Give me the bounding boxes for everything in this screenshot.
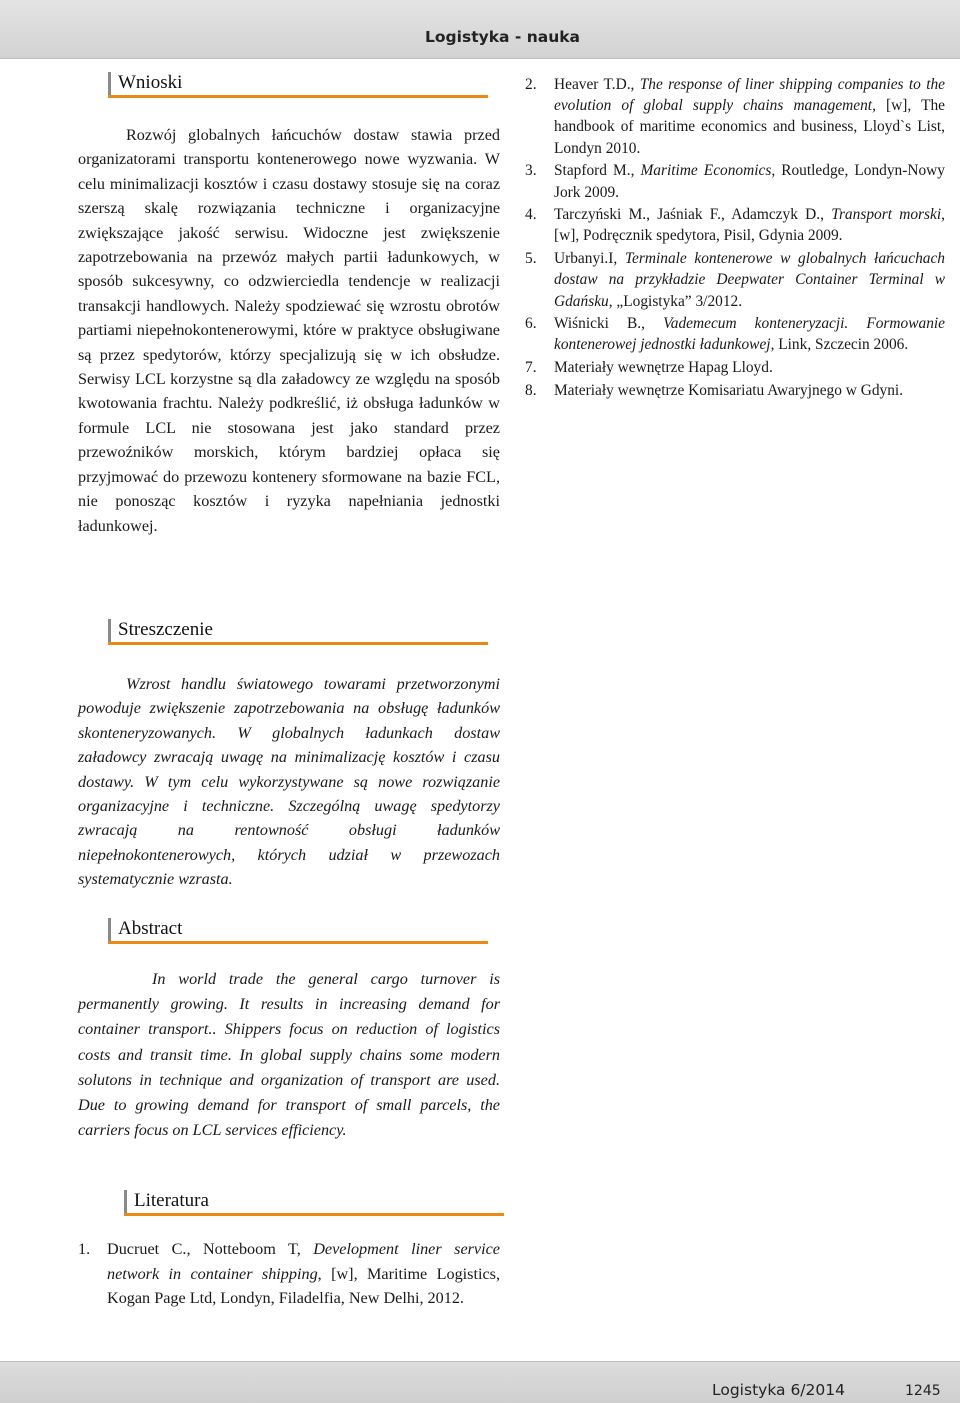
reference-authors: Materiały wewnętrze Hapag Lloyd. bbox=[554, 359, 773, 377]
reference-number: 5. bbox=[525, 250, 537, 268]
abstract-heading-block bbox=[108, 918, 488, 944]
reference-authors: Heaver T.D., bbox=[554, 76, 640, 93]
reference-list-right bbox=[525, 74, 945, 403]
reference-details: , [w], Maritime Logistics, Kogan Page Ltd, Londyn, Filadelfia, New Delhi, 2012. bbox=[107, 1264, 500, 1307]
abstract-paragraph: In world trade the general cargo turnover is permanently growing. It results in increasing demand for container transport.. Shippers focus on reduction of logistics costs and transit time. In global supply chains some modern solutons in technique and organization of transport are used. Due to growing demand for transport of small parcels, the carriers focus on LCL services efficiency. bbox=[78, 970, 500, 1140]
page-number: 1245 bbox=[905, 1383, 941, 1399]
journal-issue: Logistyka 6/2014 bbox=[712, 1381, 845, 1399]
reference-number: 7. bbox=[525, 359, 537, 377]
reference-title: Maritime Economics bbox=[640, 162, 772, 180]
reference-authors: Urbanyi.I, bbox=[554, 250, 625, 268]
reference-details: , Link, Szczecin 2006. bbox=[770, 336, 909, 354]
reference-list-left bbox=[78, 1237, 500, 1311]
reference-number: 1. bbox=[78, 1240, 91, 1258]
reference-item bbox=[525, 160, 945, 202]
abstract-heading: Abstract bbox=[118, 918, 183, 939]
reference-details: , „Logistyka” 3/2012. bbox=[608, 292, 743, 310]
reference-authors: Tarczyński M., Jaśniak F., Adamczyk D., bbox=[554, 206, 832, 224]
wnioski-heading: Wnioski bbox=[118, 72, 183, 93]
reference-title: The response of liner shipping companies to the evolution of global supply chains management, bbox=[554, 76, 945, 115]
streszczenie-heading: Streszczenie bbox=[118, 619, 213, 640]
heading-underline bbox=[108, 941, 488, 944]
reference-title: Transport morski bbox=[831, 206, 942, 224]
reference-authors: Materiały wewnętrze Komisariatu Awaryjnego w Gdyni. bbox=[554, 381, 904, 399]
reference-item bbox=[525, 74, 945, 159]
reference-item bbox=[525, 204, 945, 246]
reference-authors: Wiśnicki B., bbox=[554, 315, 664, 333]
reference-item bbox=[78, 1237, 500, 1311]
reference-details: [w], The handbook of maritime economics and business, Lloyd`s List, Londyn 2010. bbox=[554, 97, 945, 157]
reference-authors: Ducruet C., Notteboom T, bbox=[107, 1240, 314, 1258]
heading-underline bbox=[108, 95, 488, 98]
reference-item bbox=[525, 248, 945, 312]
reference-number: 8. bbox=[525, 381, 537, 399]
wnioski-heading-block bbox=[108, 72, 488, 98]
page-header bbox=[0, 0, 960, 59]
heading-underline bbox=[124, 1213, 504, 1216]
reference-number: 3. bbox=[525, 162, 537, 180]
reference-details: , Routledge, Londyn-Nowy Jork 2009. bbox=[554, 162, 945, 201]
streszczenie-paragraph: Wzrost handlu światowego towarami przetworzonymi powoduje zwiększenie zapotrzebowania na obsługę ładunków skonteneryzowanych. W globalnych ładunkach dostaw załadowcy zwracają uwagę na minimalizację kosztów i czasu dostawy. W tym celu wykorzystywane są nowe rozwiązanie organizacyjne i techniczne. Szczególną uwagę spedytorzy zwracają na rentowność obsługi ładunków niepełnokontenerowych, których udział w przewozach systematycznie wzrasta. bbox=[78, 675, 500, 889]
page-footer bbox=[0, 1361, 960, 1403]
reference-item bbox=[525, 380, 945, 401]
reference-title: Vademecum konteneryzacji. Formowanie kontenerowej jednostki ładunkowej bbox=[554, 315, 945, 354]
reference-title: Terminale kontenerowe w globalnych łańcuchach dostaw na przykładzie Deepwater Container Terminal w Gdańsku bbox=[554, 250, 945, 310]
running-header-title: Logistyka - nauka bbox=[425, 28, 580, 46]
streszczenie-heading-block bbox=[108, 619, 488, 645]
literatura-heading-block bbox=[124, 1190, 504, 1216]
reference-item bbox=[525, 313, 945, 355]
reference-number: 2. bbox=[525, 76, 537, 93]
wnioski-paragraph: Rozwój globalnych łańcuchów dostaw stawia przed organizatorami transportu kontenerowego nowe wyzwania. W celu minimalizacji kosztów i czasu dostawy stosuje się na coraz szerszą skalę rozwiązania techniczne i organizacyjne zwiększające jakość serwisu. Widoczne jest zwiększenie zapotrzebowania na przewóz małych partii ładunkowych, w sposób sukcesywny, co odzwierciedla tendencje w realizacji transakcji handlowych. Należy spodziewać się wzrostu obrotów partiami niepełnokontenerowymi, które w praktyce obsługiwane są przez spedytorów, którzy specjalizują się w ich obsłudze. Serwisy LCL korzystne są dla załadowcy ze względu na sposób kwotowania frachtu. Należy podkreślić, iż obsługa ładunków w formule LCL nie stosowana jest jako standard przez przewoźników morskich, którym bardziej opłaca się przyjmować do przewozu kontenery sformowane na bazie FCL, nie ponosząc kosztów i ryzyka napełniania jednostki ładunkowej. bbox=[78, 126, 500, 535]
reference-authors: Stapford M., bbox=[554, 162, 641, 180]
reference-item bbox=[525, 357, 945, 378]
reference-number: 6. bbox=[525, 315, 537, 333]
reference-number: 4. bbox=[525, 206, 537, 224]
reference-details: , [w], Podręcznik spedytora, Pisil, Gdynia 2009. bbox=[554, 206, 945, 245]
literatura-heading: Literatura bbox=[134, 1190, 209, 1211]
reference-title: Development liner service network in container shipping bbox=[107, 1240, 500, 1283]
heading-underline bbox=[108, 642, 488, 645]
